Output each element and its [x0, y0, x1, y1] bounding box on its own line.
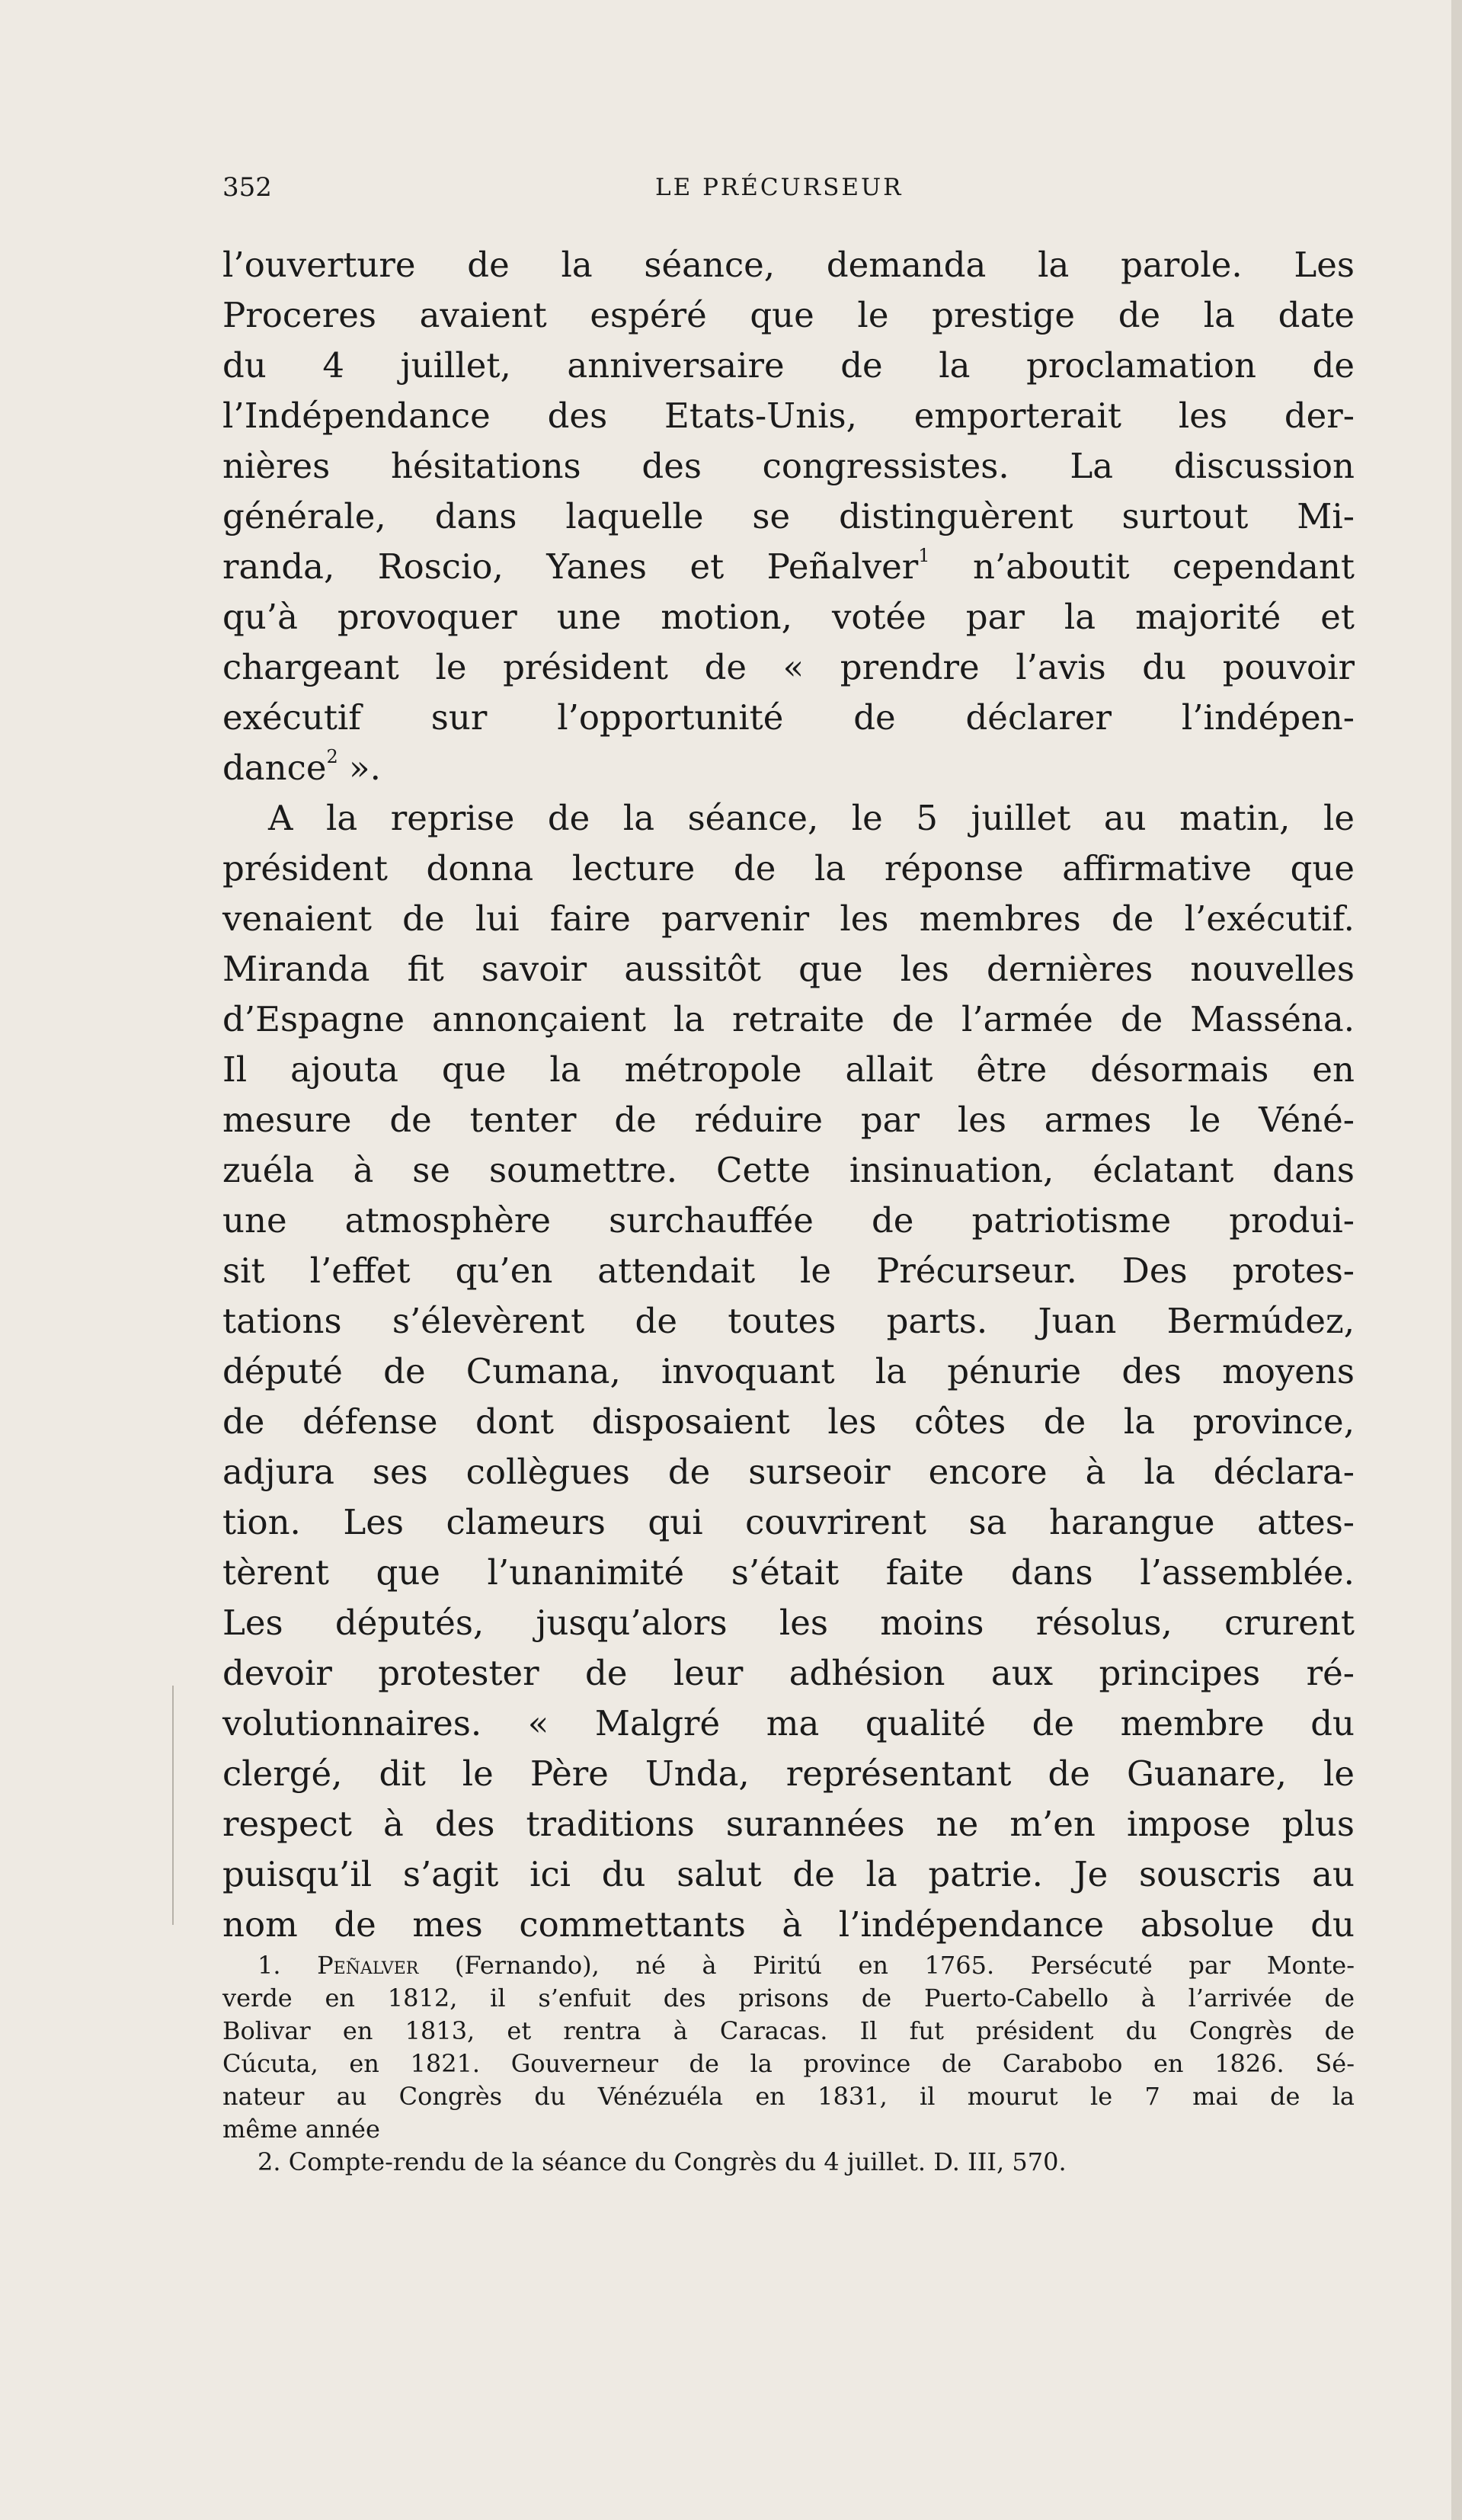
text-line: sit l’effet qu’en attendait le Précurseur. Des protes- [222, 1250, 1355, 1291]
text-line: adjura ses collègues de surseoir encore à la déclara- [222, 1452, 1355, 1492]
text-line [222, 542, 1355, 592]
text-line: l’ouverture de la séance, demanda la parole. Les [222, 245, 1355, 285]
text-line: l’Indépendance des Etats-Unis, emporterait les der- [222, 395, 1355, 436]
text-line: tèrent que l’unanimité s’était faite dans l’assemblée. [222, 1552, 1355, 1593]
footnote-number: 1. [258, 1951, 281, 1980]
footnote-marker: 2 [326, 746, 338, 767]
text-line: d’Espagne annonçaient la retraite de l’armée de Masséna. [222, 999, 1355, 1039]
text-segment: randa, Roscio, Yanes et Peñalver [222, 546, 919, 587]
text-line [222, 743, 1355, 793]
text-line: respect à des traditions surannées ne m’en impose plus [222, 1804, 1355, 1844]
footnote-line: verde en 1812, il s’enfuit des prisons de Puerto-Cabello à l’arrivée de [222, 1984, 1355, 2012]
text-line: président donna lecture de la réponse affirmative que [222, 848, 1355, 889]
text-line: Il ajouta que la métropole allait être désormais en [222, 1049, 1355, 1090]
text-line: du 4 juillet, anniversaire de la proclamation de [222, 345, 1355, 386]
text-line: A la reprise de la séance, le 5 juillet au matin, le [268, 798, 1355, 838]
running-title: LE PRÉCURSEUR [655, 174, 904, 201]
footnote-marker: 1 [918, 545, 930, 566]
text-line: qu’à provoquer une motion, votée par la majorité et [222, 597, 1355, 637]
page-number: 352 [222, 172, 272, 203]
text-line: Miranda fit savoir aussitôt que les dernières nouvelles [222, 949, 1355, 989]
text-segment: ». [338, 748, 381, 788]
text-line: nom de mes commettants à l’indépendance absolue du [222, 1904, 1355, 1945]
footnote-line: Bolivar en 1813, et rentra à Caracas. Il fut président du Congrès de [222, 2016, 1355, 2045]
text-line: volutionnaires. « Malgré ma qualité de membre du [222, 1703, 1355, 1744]
footnote-text: (Fernando), né à Piritú en 1765. Persécuté par Monte- [418, 1951, 1355, 1980]
text-line: Les députés, jusqu’alors les moins résolus, crurent [222, 1603, 1355, 1643]
text-line: puisqu’il s’agit ici du salut de la patrie. Je souscris au [222, 1854, 1355, 1894]
text-segment: dance [222, 748, 327, 788]
text-line: venaient de lui faire parvenir les membres de l’exécutif. [222, 898, 1355, 939]
text-line: chargeant le président de « prendre l’avis du pouvoir [222, 647, 1355, 687]
running-head [222, 169, 1350, 206]
text-line: une atmosphère surchauffée de patriotisme produi- [222, 1200, 1355, 1241]
footnote-1 [222, 1949, 1355, 1982]
text-line: devoir protester de leur adhésion aux principes ré- [222, 1653, 1355, 1693]
footnote-name: Peñalver [317, 1951, 419, 1980]
margin-pencil-mark [172, 1686, 174, 1925]
footnote-2: 2. Compte-rendu de la séance du Congrès du 4 juillet. D. III, 570. [258, 2147, 1067, 2176]
text-line: de défense dont disposaient les côtes de la province, [222, 1401, 1355, 1442]
footnotes [222, 1949, 1355, 2179]
page-edge-shadow [1451, 0, 1462, 2520]
body-text [222, 240, 1355, 1950]
text-line: zuéla à se soumettre. Cette insinuation, éclatant dans [222, 1150, 1355, 1190]
footnote-line: Cúcuta, en 1821. Gouverneur de la province de Carabobo en 1826. Sé- [222, 2049, 1355, 2078]
text-line: député de Cumana, invoquant la pénurie des moyens [222, 1351, 1355, 1391]
text-line: exécutif sur l’opportunité de déclarer l’indépen- [222, 697, 1355, 738]
text-line: clergé, dit le Père Unda, représentant de Guanare, le [222, 1753, 1355, 1794]
text-line: Proceres avaient espéré que le prestige de la date [222, 295, 1355, 335]
text-line: mesure de tenter de réduire par les armes le Véné- [222, 1100, 1355, 1140]
text-line: tations s’élevèrent de toutes parts. Juan Bermúdez, [222, 1301, 1355, 1341]
text-line: générale, dans laquelle se distinguèrent surtout Mi- [222, 496, 1355, 536]
text-line: tion. Les clameurs qui couvrirent sa harangue attes- [222, 1502, 1355, 1542]
footnote-line: même année [222, 2115, 380, 2144]
text-segment: n’aboutit cependant [929, 546, 1355, 587]
footnote-line: nateur au Congrès du Vénézuéla en 1831, il mourut le 7 mai de la [222, 2082, 1355, 2111]
text-line: nières hésitations des congressistes. La discussion [222, 446, 1355, 486]
